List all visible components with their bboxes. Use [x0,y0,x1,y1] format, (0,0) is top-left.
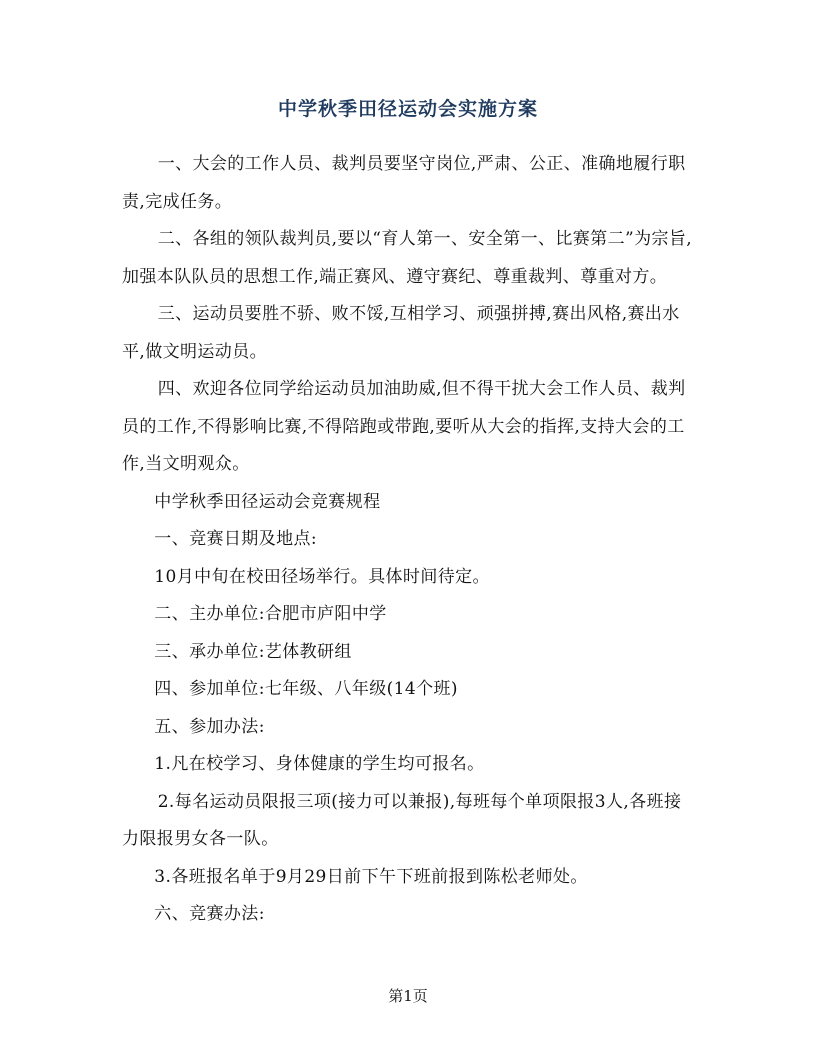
list-item: 四、参加单位:七年级、八年级(14个班) [154,679,458,699]
paragraph: 四、欢迎各位同学给运动员加油助威,但不得干扰大会工作人员、裁判员的工作,不得影响比赛,不得陪跑或带跑,要听从大会的指挥,支持大会的工作,当文明观众。 [122,379,686,474]
list-item: 三、承办单位:艺体教研组 [154,641,352,662]
list-item: 3.各班报名单于9月29日前下午下班前报到陈松老师处。 [154,866,588,887]
document-body [122,146,698,934]
list-item: 2.每名运动员限报三项(接力可以兼报),每班每个单项限报3人,各班接力限报男女各一队。 [122,791,682,849]
list-item: 10月中旬在校田径场举行。具体时间待定。 [154,566,490,587]
list-item: 一、竞赛日期及地点: [154,529,318,549]
list-item: 二、主办单位:合肥市庐阳中学 [154,604,387,624]
paragraph: 一、大会的工作人员、裁判员要坚守岗位,严肃、公正、准确地履行职责,完成任务。 [122,154,686,212]
list-item: 1.凡在校学习、身体健康的学生均可报名。 [154,754,485,774]
list-item: 六、竞赛办法: [154,904,265,924]
list-item: 五、参加办法: [154,716,265,737]
paragraph: 二、各组的领队裁判员,要以“育人第一、安全第一、比赛第二”为宗旨,加强本队队员的思想工作,端正赛风、遵守赛纪、尊重裁判、尊重对方。 [122,229,693,287]
page-number: 第1页 [388,987,428,1005]
paragraph: 三、运动员要胜不骄、败不馁,互相学习、顽强拼搏,赛出风格,赛出水平,做文明运动员。 [122,304,680,362]
section-heading: 中学秋季田径运动会竞赛规程 [154,491,381,512]
document-title: 中学秋季田径运动会实施方案 [277,98,538,120]
